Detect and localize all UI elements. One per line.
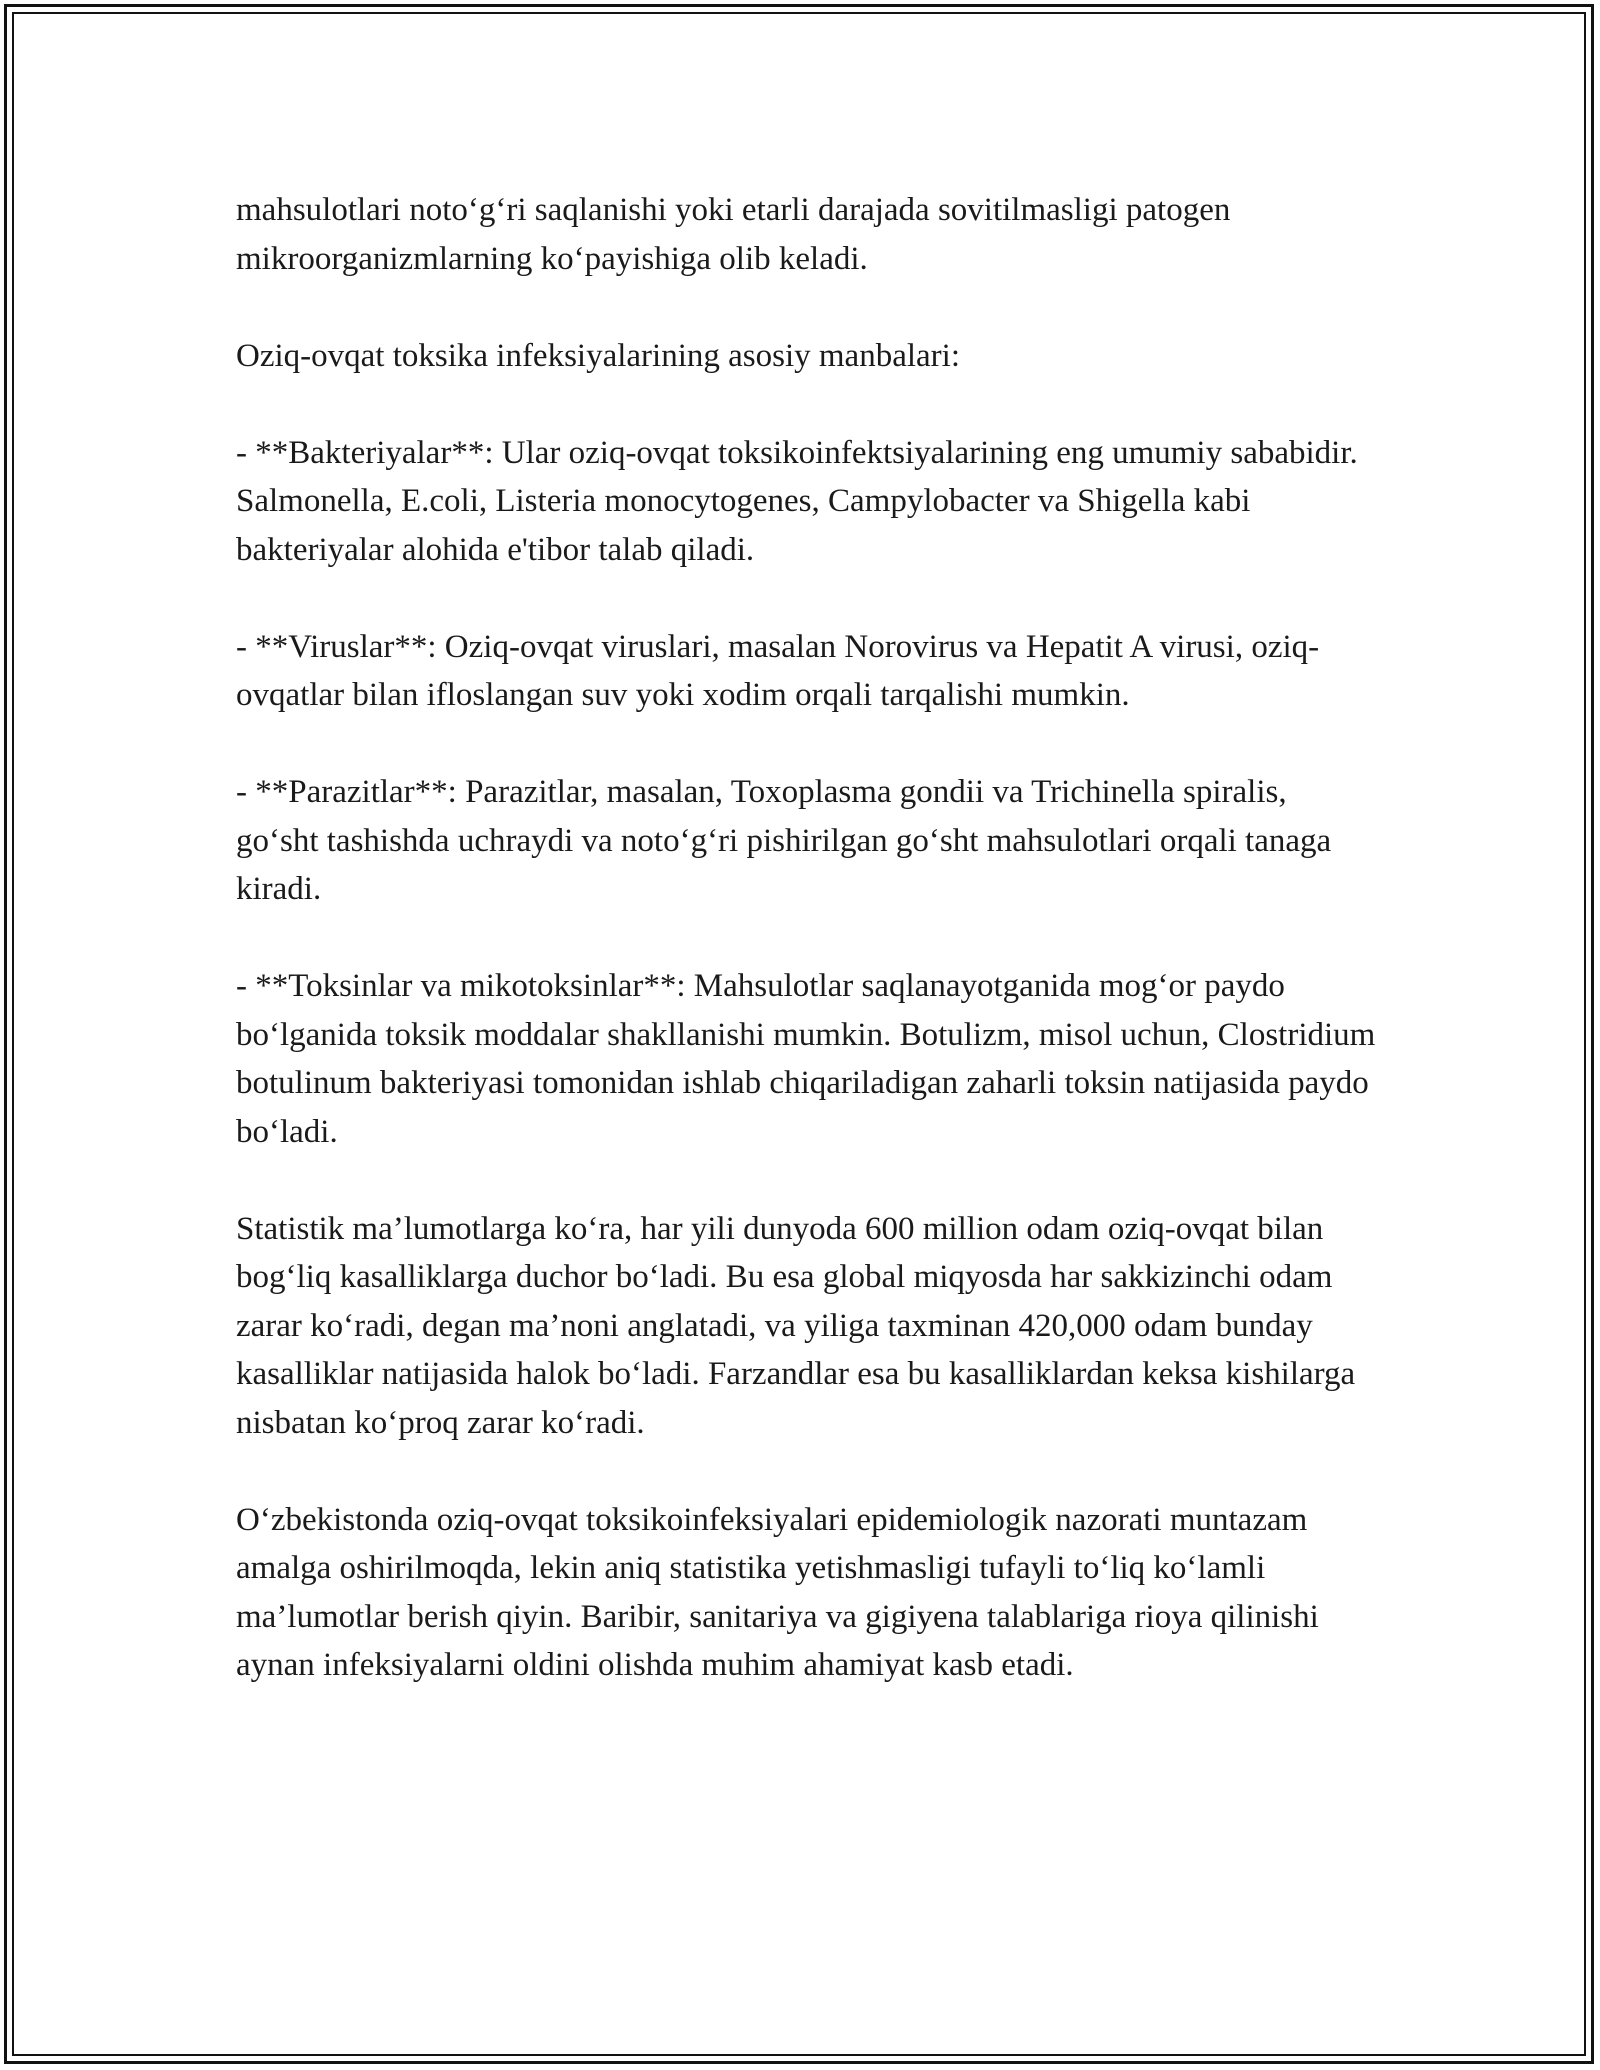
paragraph-uzbekistan: O‘zbekistonda oziq-ovqat toksikoinfeksiyalari epidemiologik nazorati muntazam amalga oshirilmoqda, lekin aniq statistika yetishmasligi tufayli to‘liq ko‘lamli ma’lumotlar berish qiyin. Baribir, sanitariya va gigiyena talablariga rioya qilinishi aynan infeksiyalarni oldini olishda muhim ahamiyat kasb etadi. — [236, 1501, 1319, 1683]
paragraph-sources-intro: Oziq-ovqat toksika infeksiyalarining asosiy manbalari: — [236, 337, 960, 374]
document-body — [236, 186, 1376, 1738]
paragraph-continuation: mahsulotlari noto‘g‘ri saqlanishi yoki etarli darajada sovitilmasligi patogen mikroorganizmlarning ko‘payishiga olib keladi. — [236, 192, 1231, 277]
paragraph-statistics: Statistik ma’lumotlarga ko‘ra, har yili dunyoda 600 million odam oziq-ovqat bilan bog‘liq kasalliklarga duchor bo‘ladi. Bu esa global miqyosda har sakkizinchi odam zarar ko‘radi, degan ma’noni anglatadi, va yiliga taxminan 420,000 odam bunday kasalliklar natijasida halok bo‘ladi. Farzandlar esa bu kasalliklardan keksa kishilarga nisbatan ko‘proq zarar ko‘radi. — [236, 1210, 1356, 1441]
list-item-parasites: - **Parazitlar**: Parazitlar, masalan, Toxoplasma gondii va Trichinella spiralis, go‘sht tashishda uchraydi va noto‘g‘ri pishirilgan go‘sht mahsulotlari orqali tanaga kiradi. — [236, 774, 1332, 907]
list-item-toxins: - **Toksinlar va mikotoksinlar**: Mahsulotlar saqlanayotganida mog‘or paydo bo‘lganida toksik moddalar shakllanishi mumkin. Botulizm, misol uchun, Clostridium botulinum bakteriyasi tomonidan ishlab chiqariladigan zaharli toksin natijasida paydo bo‘ladi. — [236, 968, 1376, 1150]
list-item-bacteria: - **Bakteriyalar**: Ular oziq-ovqat toksikoinfektsiyalarining eng umumiy sababidir. Salmonella, E.coli, Listeria monocytogenes, Campylobacter va Shigella kabi bakteriyalar alohida e'tibor talab qiladi. — [236, 434, 1358, 568]
list-item-viruses: - **Viruslar**: Oziq-ovqat viruslari, masalan Norovirus va Hepatit A virusi, oziq-ovqatlar bilan ifloslangan suv yoki xodim orqali tarqalishi mumkin. — [236, 628, 1320, 713]
